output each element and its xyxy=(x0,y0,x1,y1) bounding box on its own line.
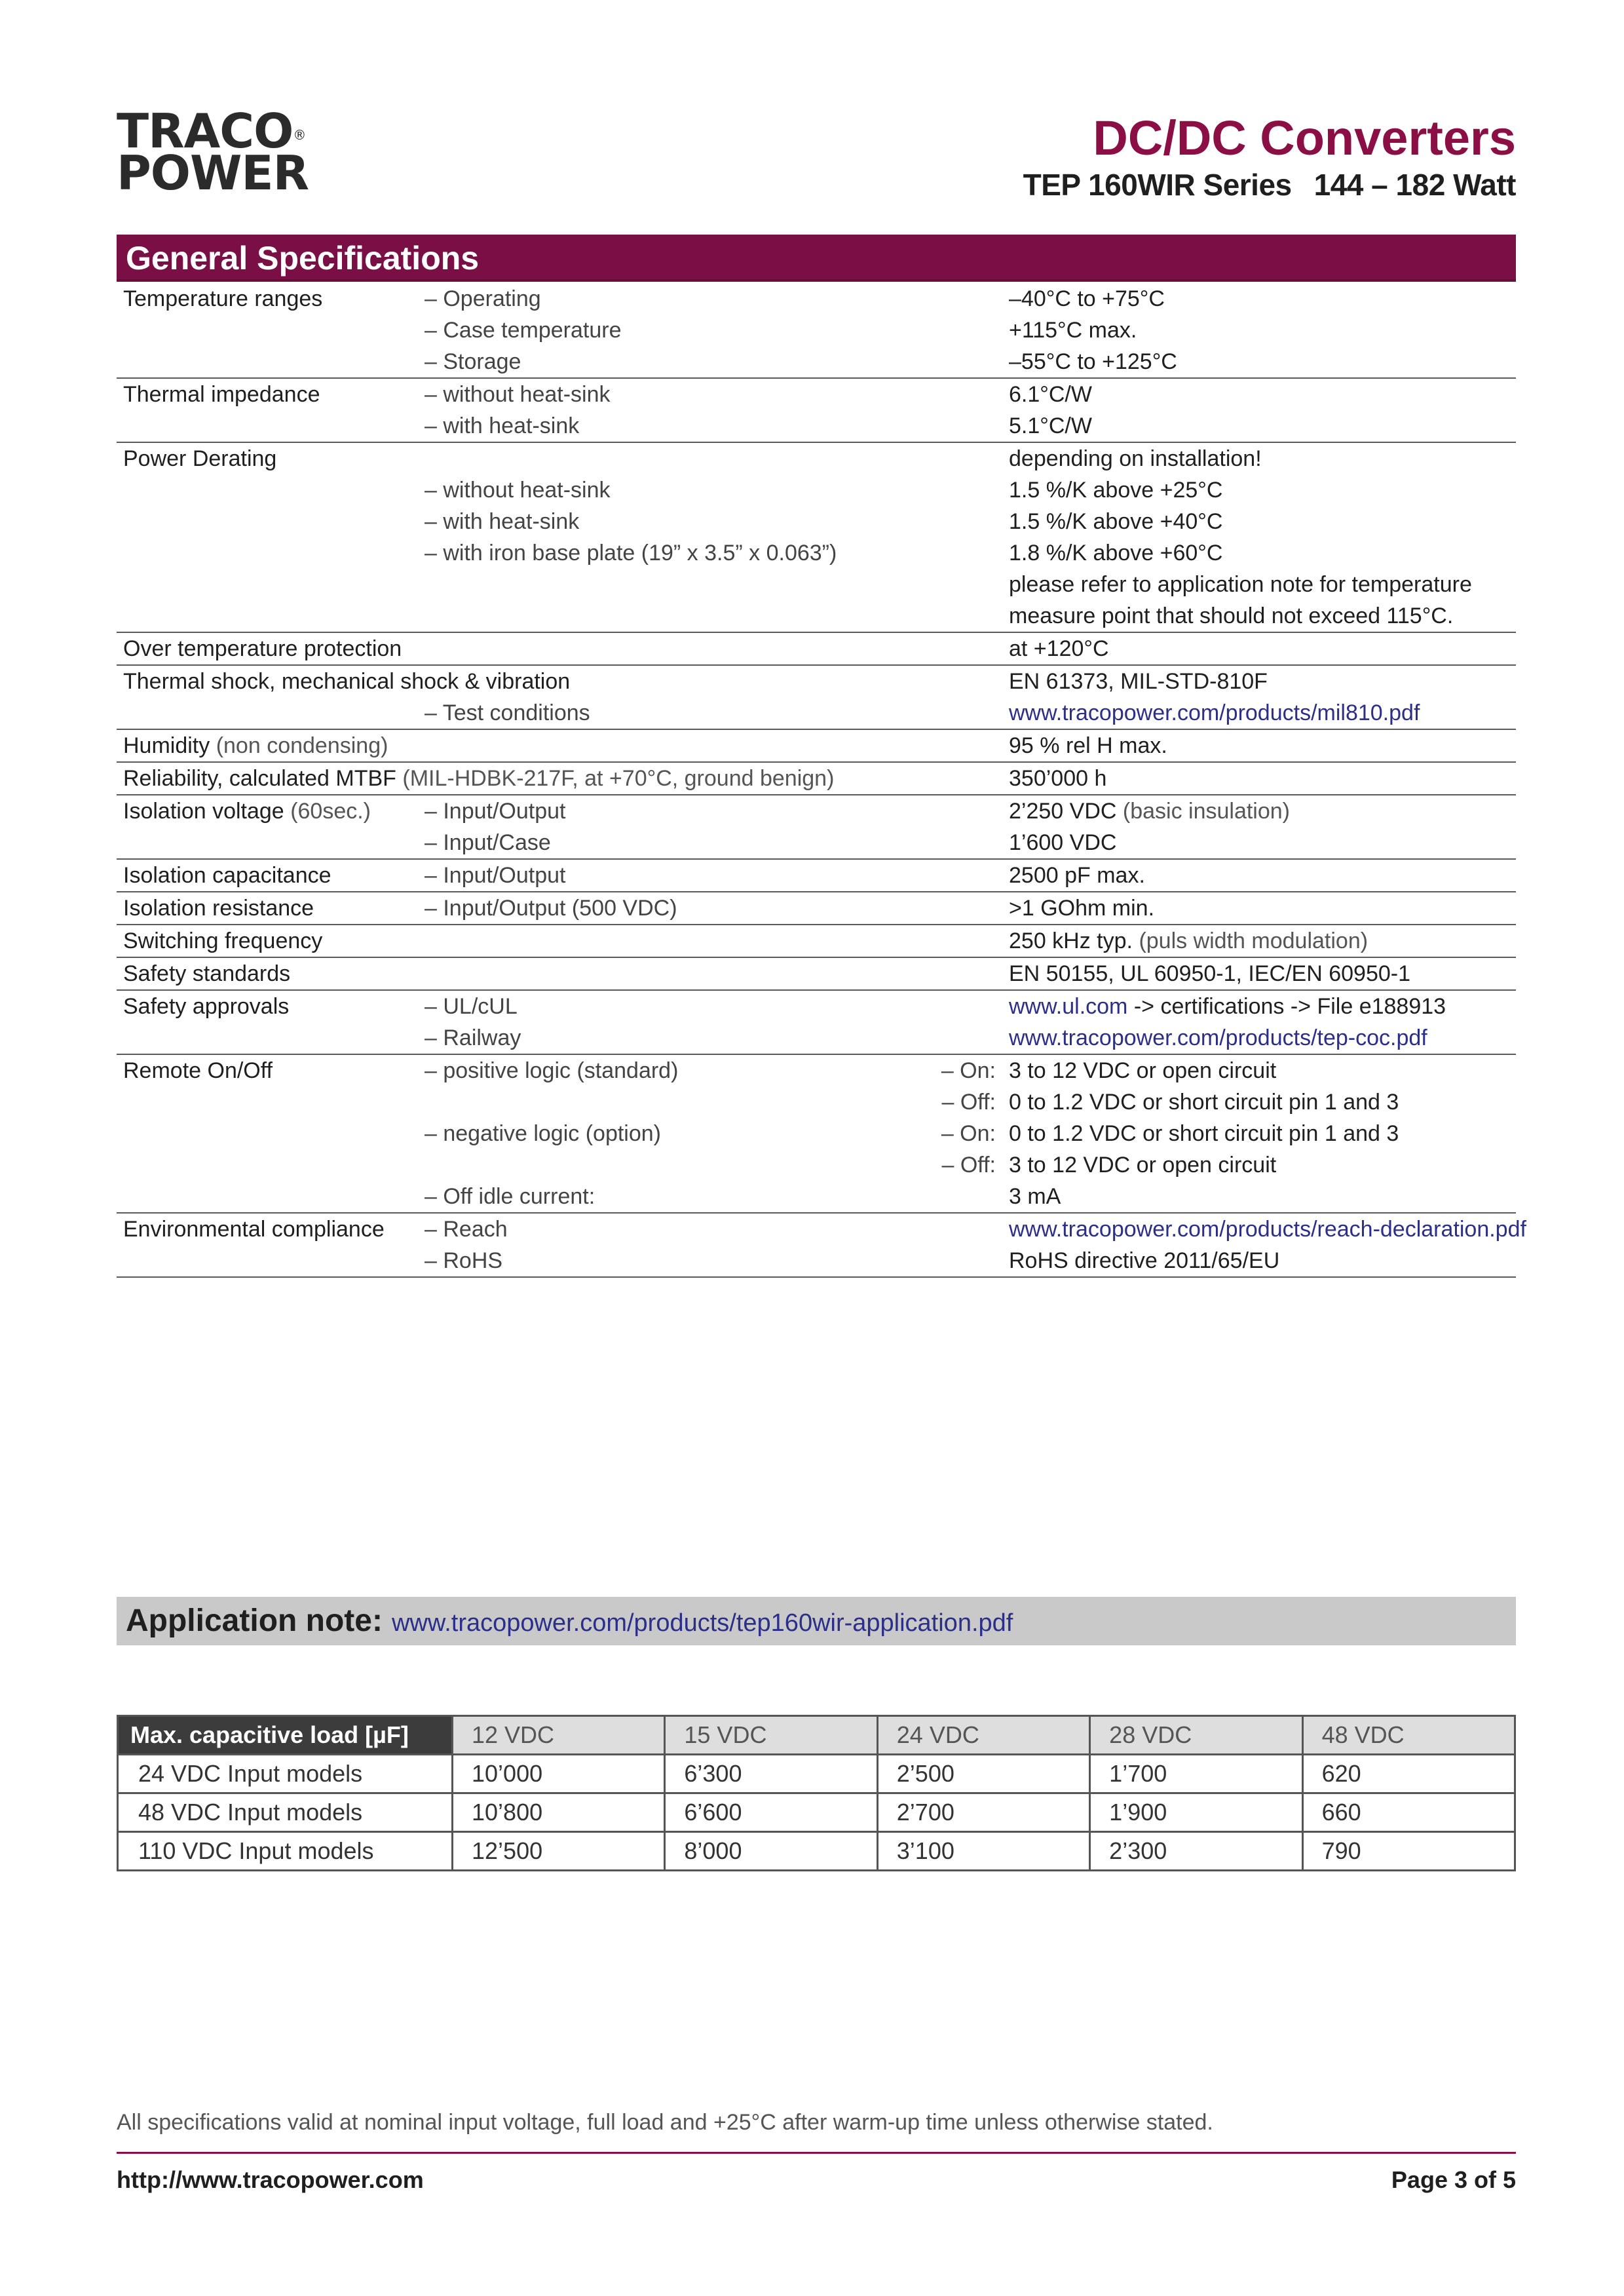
application-note-link[interactable]: www.tracopower.com/products/tep160wir-application.pdf xyxy=(391,1609,1013,1637)
document-title xyxy=(1023,110,1516,203)
spec-label xyxy=(123,730,388,761)
table-cell: 620 xyxy=(1302,1755,1515,1793)
spec-value-text: -> certifications -> File e188913 xyxy=(1127,994,1446,1019)
spec-line xyxy=(117,1149,1516,1181)
table-cell: 10’800 xyxy=(453,1793,665,1832)
spec-value xyxy=(1009,892,1154,924)
spec-value xyxy=(1009,1149,1276,1181)
spec-value-text: 1.5 %/K above +40°C xyxy=(1009,509,1223,534)
spec-value xyxy=(1009,1245,1279,1276)
spec-line xyxy=(117,315,1516,346)
spec-value-text: +115°C max. xyxy=(1009,318,1137,343)
spec-label-text: Environmental compliance xyxy=(123,1217,385,1242)
spec-label-qualifier: (60sec.) xyxy=(290,799,371,824)
spec-row xyxy=(117,379,1516,443)
application-note-label: Application note: xyxy=(126,1603,383,1638)
spec-state: – On: xyxy=(941,1058,996,1083)
table-cell: 1’700 xyxy=(1090,1755,1302,1793)
spec-condition: – Input/Case xyxy=(425,830,551,855)
capacitive-load-table xyxy=(117,1715,1516,1871)
spec-value xyxy=(1009,991,1446,1022)
footnote: All specifications valid at nominal input voltage, full load and +25°C after warm-up time unless otherwise stated. xyxy=(117,2110,1213,2135)
spec-label-text: Power Derating xyxy=(123,446,277,471)
spec-line xyxy=(117,379,1516,410)
spec-value-text: 0 to 1.2 VDC or short circuit pin 1 and 3 xyxy=(1009,1121,1399,1146)
table-header-row xyxy=(118,1716,1515,1755)
spec-condition: – negative logic (option) xyxy=(425,1121,662,1146)
spec-value xyxy=(1009,795,1290,827)
spec-value xyxy=(1009,506,1222,537)
column-header: 12 VDC xyxy=(453,1716,665,1755)
spec-label-text: Temperature ranges xyxy=(123,286,323,311)
spec-row xyxy=(117,283,1516,379)
spec-row xyxy=(117,991,1516,1055)
spec-value-text: 1.5 %/K above +25°C xyxy=(1009,478,1223,503)
spec-value-text: RoHS directive 2011/65/EU xyxy=(1009,1248,1280,1273)
spec-line xyxy=(117,763,1516,794)
table-row xyxy=(118,1755,1515,1793)
spec-value xyxy=(1009,633,1109,664)
spec-value xyxy=(1009,1055,1276,1086)
spec-row xyxy=(117,666,1516,730)
spec-value-text: 0 to 1.2 VDC or short circuit pin 1 and 3 xyxy=(1009,1090,1399,1115)
spec-line xyxy=(117,1086,1516,1118)
spec-line xyxy=(117,697,1516,729)
spec-label xyxy=(123,1055,273,1086)
product-series: TEP 160WIR Series 144 – 182 Watt xyxy=(1023,168,1516,202)
spec-value xyxy=(1009,763,1106,794)
table-cell: 3’100 xyxy=(877,1832,1089,1871)
table-row xyxy=(118,1832,1515,1871)
spec-value-link[interactable]: www.tracopower.com/products/tep-coc.pdf xyxy=(1009,1025,1427,1050)
spec-label-text: Over temperature protection xyxy=(123,636,402,661)
spec-value-text: >1 GOhm min. xyxy=(1009,896,1155,921)
spec-row xyxy=(117,443,1516,633)
spec-row xyxy=(117,795,1516,860)
spec-condition: – with iron base plate (19” x 3.5” x 0.063”) xyxy=(425,541,837,565)
spec-condition: – Reach xyxy=(425,1217,508,1242)
spec-label-text: Remote On/Off xyxy=(123,1058,273,1083)
spec-line xyxy=(117,474,1516,506)
spec-label xyxy=(123,925,322,957)
spec-condition: – Railway xyxy=(425,1025,521,1050)
spec-state: – On: xyxy=(941,1121,996,1146)
product-category: DC/DC Converters xyxy=(1093,111,1516,165)
table-cell: 2’300 xyxy=(1090,1832,1302,1871)
spec-value xyxy=(1009,666,1268,697)
spec-row xyxy=(117,892,1516,925)
spec-value xyxy=(1009,860,1145,891)
spec-value-link[interactable]: www.tracopower.com/products/mil810.pdf xyxy=(1009,700,1420,725)
spec-line xyxy=(117,925,1516,957)
spec-condition: – Input/Output xyxy=(425,799,566,824)
spec-label-text: Humidity xyxy=(123,733,210,758)
spec-row xyxy=(117,958,1516,991)
spec-state: – Off: xyxy=(941,1090,996,1115)
table-cell: 2’700 xyxy=(877,1793,1089,1832)
spec-line xyxy=(117,1214,1526,1245)
spec-value-text: 250 kHz typ. xyxy=(1009,928,1133,953)
spec-value-text: 1’600 VDC xyxy=(1009,830,1117,855)
spec-line xyxy=(117,1118,1516,1149)
table-cell: 12’500 xyxy=(453,1832,665,1871)
spec-value-text: 350’000 h xyxy=(1009,766,1107,791)
spec-value-text: 3 to 12 VDC or open circuit xyxy=(1009,1153,1277,1177)
spec-value xyxy=(1009,315,1137,346)
spec-label-text: Safety approvals xyxy=(123,994,290,1019)
spec-label-text: Isolation voltage xyxy=(123,799,284,824)
spec-value-qualifier: (basic insulation) xyxy=(1122,799,1290,824)
table-cell: 660 xyxy=(1302,1793,1515,1832)
spec-line xyxy=(117,1022,1516,1054)
spec-label xyxy=(123,443,276,474)
spec-line xyxy=(117,958,1516,989)
spec-row xyxy=(117,633,1516,666)
spec-line xyxy=(117,892,1516,924)
table-cell: 6’300 xyxy=(665,1755,877,1793)
page-number: Page 3 of 5 xyxy=(1391,2166,1516,2193)
column-header: 15 VDC xyxy=(665,1716,877,1755)
spec-value-text: 2’250 VDC xyxy=(1009,799,1117,824)
spec-value xyxy=(1009,600,1453,632)
spec-line xyxy=(117,410,1516,442)
table-row xyxy=(118,1793,1515,1832)
row-label: 24 VDC Input models xyxy=(118,1755,453,1793)
spec-condition: – without heat-sink xyxy=(425,382,611,407)
spec-value-text: 6.1°C/W xyxy=(1009,382,1092,407)
spec-line xyxy=(117,860,1516,891)
spec-row xyxy=(117,730,1516,763)
spec-line xyxy=(117,633,1516,664)
spec-line xyxy=(117,1055,1516,1086)
spec-condition: – Storage xyxy=(425,349,521,374)
spec-value-text: –55°C to +125°C xyxy=(1009,349,1177,374)
spec-value-link[interactable]: www.ul.com xyxy=(1009,994,1128,1019)
table-cell: 2’500 xyxy=(877,1755,1089,1793)
spec-label xyxy=(123,860,331,891)
spec-label-text: Safety standards xyxy=(123,961,291,986)
spec-line xyxy=(117,991,1516,1022)
table-cell: 1’900 xyxy=(1090,1793,1302,1832)
spec-value-text: measure point that should not exceed 115°C. xyxy=(1009,603,1454,628)
spec-condition: – with heat-sink xyxy=(425,509,580,534)
spec-line xyxy=(117,1181,1516,1212)
spec-value-text: EN 61373, MIL-STD-810F xyxy=(1009,669,1268,694)
spec-value xyxy=(1009,1022,1427,1054)
spec-line xyxy=(117,283,1516,315)
spec-label-text: Switching frequency xyxy=(123,928,323,953)
spec-line xyxy=(117,827,1516,858)
spec-value xyxy=(1009,474,1222,506)
spec-condition: – UL/cUL xyxy=(425,994,518,1019)
spec-value-link[interactable]: www.tracopower.com/products/reach-declaration.pdf xyxy=(1009,1217,1526,1242)
spec-value-qualifier: (puls width modulation) xyxy=(1139,928,1369,953)
spec-value-text: EN 50155, UL 60950-1, IEC/EN 60950-1 xyxy=(1009,961,1411,986)
spec-value xyxy=(1009,827,1116,858)
spec-label-text: Thermal impedance xyxy=(123,382,320,407)
spec-label-text: Isolation capacitance xyxy=(123,863,331,888)
spec-value-text: –40°C to +75°C xyxy=(1009,286,1165,311)
spec-line xyxy=(117,443,1516,474)
spec-row xyxy=(117,925,1516,958)
column-header: 28 VDC xyxy=(1090,1716,1302,1755)
company-logo: TRACO® POWER xyxy=(117,104,309,201)
spec-condition: – Off idle current: xyxy=(425,1184,595,1209)
spec-label-text: Isolation resistance xyxy=(123,896,314,921)
column-header: 24 VDC xyxy=(877,1716,1089,1755)
spec-line xyxy=(117,569,1516,600)
spec-value xyxy=(1009,443,1262,474)
spec-label xyxy=(123,958,290,989)
table-header-title: Max. capacitive load [µF] xyxy=(118,1716,453,1755)
spec-label xyxy=(123,892,314,924)
spec-condition: – Input/Output (500 VDC) xyxy=(425,896,677,921)
spec-condition: – with heat-sink xyxy=(425,413,580,438)
spec-line xyxy=(117,600,1516,632)
application-note-bar xyxy=(117,1597,1516,1645)
spec-label xyxy=(123,283,322,315)
spec-condition: – Case temperature xyxy=(425,318,622,343)
spec-condition: – Test conditions xyxy=(425,700,590,725)
row-label: 48 VDC Input models xyxy=(118,1793,453,1832)
spec-label-qualifier: (MIL-HDBK-217F, at +70°C, ground benign) xyxy=(402,766,835,791)
spec-value xyxy=(1009,730,1167,761)
spec-value xyxy=(1009,1181,1061,1212)
row-label: 110 VDC Input models xyxy=(118,1832,453,1871)
spec-line xyxy=(117,795,1516,827)
spec-value xyxy=(1009,1086,1399,1118)
spec-value xyxy=(1009,410,1092,442)
section-header-general-specifications: General Specifications xyxy=(117,235,1516,282)
spec-line xyxy=(117,506,1516,537)
spec-label xyxy=(123,379,320,410)
spec-label xyxy=(123,991,289,1022)
spec-label xyxy=(123,795,371,827)
footer-divider xyxy=(117,2152,1516,2154)
spec-condition: – without heat-sink xyxy=(425,478,611,503)
spec-value xyxy=(1009,537,1222,569)
footer-website-link[interactable]: http://www.tracopower.com xyxy=(117,2166,424,2193)
spec-condition: – Operating xyxy=(425,286,541,311)
spec-value-text: 3 mA xyxy=(1009,1184,1061,1209)
spec-line xyxy=(117,1245,1516,1276)
spec-state: – Off: xyxy=(941,1153,996,1177)
spec-line xyxy=(117,666,1516,697)
spec-line xyxy=(117,346,1516,377)
spec-value-text: depending on installation! xyxy=(1009,446,1262,471)
spec-condition: – RoHS xyxy=(425,1248,503,1273)
spec-label-text: Reliability, calculated MTBF xyxy=(123,766,396,791)
spec-label xyxy=(123,763,834,794)
spec-value-text: at +120°C xyxy=(1009,636,1109,661)
spec-value-text: 5.1°C/W xyxy=(1009,413,1092,438)
spec-label xyxy=(123,633,402,664)
spec-value-text: 1.8 %/K above +60°C xyxy=(1009,541,1223,565)
spec-line xyxy=(117,730,1516,761)
spec-condition: – positive logic (standard) xyxy=(425,1058,679,1083)
column-header: 48 VDC xyxy=(1302,1716,1515,1755)
spec-row xyxy=(117,763,1516,795)
spec-label xyxy=(123,666,570,697)
spec-row xyxy=(117,860,1516,892)
spec-value xyxy=(1009,697,1420,729)
spec-value xyxy=(1009,958,1410,989)
spec-value xyxy=(1009,569,1472,600)
spec-row xyxy=(117,1214,1526,1278)
spec-line xyxy=(117,537,1516,569)
spec-table xyxy=(117,283,1526,1278)
spec-label xyxy=(123,1214,385,1245)
spec-label-text: Thermal shock, mechanical shock & vibration xyxy=(123,669,571,694)
spec-value xyxy=(1009,1118,1399,1149)
spec-value-text: please refer to application note for temperature xyxy=(1009,572,1472,597)
spec-value xyxy=(1009,925,1368,957)
spec-value xyxy=(1009,283,1165,315)
spec-value xyxy=(1009,379,1092,410)
spec-label-qualifier: (non condensing) xyxy=(216,733,388,758)
spec-value-text: 2500 pF max. xyxy=(1009,863,1145,888)
spec-condition: – Input/Output xyxy=(425,863,566,888)
table-cell: 10’000 xyxy=(453,1755,665,1793)
spec-value xyxy=(1009,346,1177,377)
table-cell: 8’000 xyxy=(665,1832,877,1871)
spec-value-text: 3 to 12 VDC or open circuit xyxy=(1009,1058,1277,1083)
table-cell: 790 xyxy=(1302,1832,1515,1871)
spec-value-text: 95 % rel H max. xyxy=(1009,733,1167,758)
table-cell: 6’600 xyxy=(665,1793,877,1832)
spec-row xyxy=(117,1055,1516,1214)
spec-value xyxy=(1009,1214,1526,1245)
